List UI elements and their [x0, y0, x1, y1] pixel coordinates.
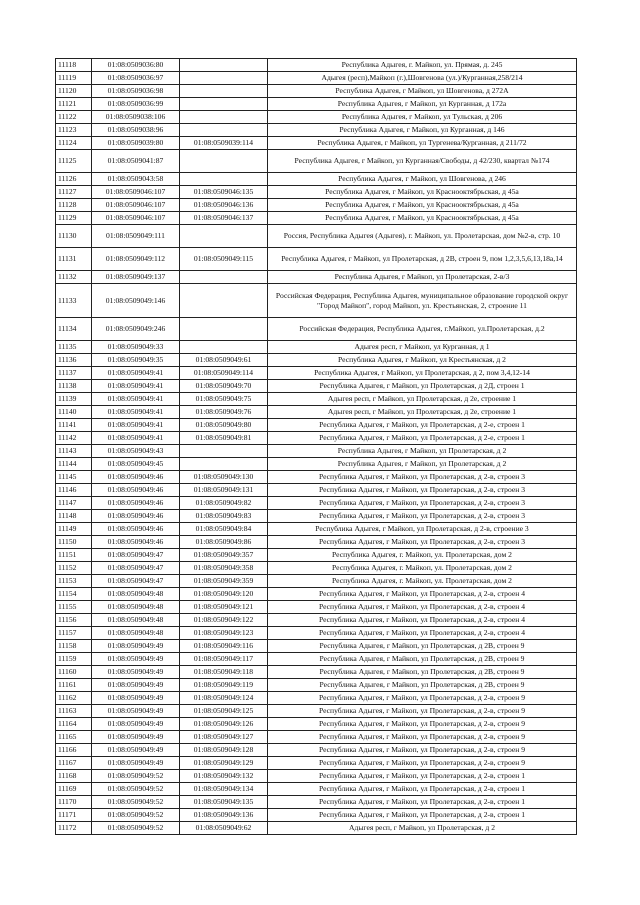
address-cell: Республика Адыгея, г Майкоп, ул Краснооктябрьская, д 45а [268, 186, 577, 199]
object-cadastral-number-cell: 01:08:0509049:76 [180, 406, 268, 419]
cadastral-number-cell: 01:08:0509049:52 [92, 770, 180, 783]
object-cadastral-number-cell: 01:08:0509046:136 [180, 199, 268, 212]
object-cadastral-number-cell: 01:08:0509049:86 [180, 536, 268, 549]
object-cadastral-number-cell: 01:08:0509049:75 [180, 393, 268, 406]
table-row [56, 692, 577, 705]
row-number-cell: 11137 [56, 367, 92, 380]
address-cell: Республика Адыгея, г Майкоп, ул Пролетарская, д 2Д, строен 1 [268, 380, 577, 393]
address-cell: Республика Адыгея, г. Майкоп, ул. Пролетарская, дом 2 [268, 549, 577, 562]
cadastral-number-cell: 01:08:0509038:106 [92, 111, 180, 124]
object-cadastral-number-cell: 01:08:0509049:136 [180, 809, 268, 822]
object-cadastral-number-cell [180, 271, 268, 284]
cadastral-number-cell: 01:08:0509049:47 [92, 575, 180, 588]
table-row [56, 536, 577, 549]
table-row [56, 575, 577, 588]
object-cadastral-number-cell: 01:08:0509049:118 [180, 666, 268, 679]
row-number-cell: 11148 [56, 510, 92, 523]
table-row [56, 770, 577, 783]
table-row [56, 744, 577, 757]
object-cadastral-number-cell [180, 72, 268, 85]
address-cell: Адыгея респ, г Майкоп, ул Курганная, д 1 [268, 341, 577, 354]
table-row [56, 225, 577, 248]
cadastral-number-cell: 01:08:0509049:246 [92, 318, 180, 341]
object-cadastral-number-cell: 01:08:0509049:357 [180, 549, 268, 562]
object-cadastral-number-cell [180, 341, 268, 354]
object-cadastral-number-cell: 01:08:0509049:61 [180, 354, 268, 367]
row-number-cell: 11131 [56, 248, 92, 271]
cadastral-number-cell: 01:08:0509049:137 [92, 271, 180, 284]
table-row [56, 419, 577, 432]
row-number-cell: 11118 [56, 59, 92, 72]
table-row [56, 72, 577, 85]
table-row [56, 284, 577, 318]
cadastral-number-cell: 01:08:0509049:49 [92, 744, 180, 757]
cadastral-number-cell: 01:08:0509049:48 [92, 627, 180, 640]
object-cadastral-number-cell: 01:08:0509049:83 [180, 510, 268, 523]
address-cell: Республика Адыгея, г Майкоп, ул Пролетарская, д 2В, строен 9 [268, 679, 577, 692]
table-row [56, 523, 577, 536]
row-number-cell: 11160 [56, 666, 92, 679]
table-row [56, 367, 577, 380]
object-cadastral-number-cell [180, 173, 268, 186]
object-cadastral-number-cell [180, 59, 268, 72]
address-cell: Республика Адыгея, г Майкоп, ул Пролетарская, 2-в/3 [268, 271, 577, 284]
address-cell: Республика Адыгея, г Майкоп, ул Пролетарская, д 2-в, строен 3 [268, 484, 577, 497]
cadastral-number-cell: 01:08:0509049:49 [92, 679, 180, 692]
object-cadastral-number-cell [180, 150, 268, 173]
cadastral-number-cell: 01:08:0509049:47 [92, 562, 180, 575]
table-row [56, 471, 577, 484]
address-cell: Республика Адыгея, г Майкоп, ул Крестьянская, д 2 [268, 354, 577, 367]
table-row [56, 212, 577, 225]
row-number-cell: 11172 [56, 822, 92, 835]
row-number-cell: 11157 [56, 627, 92, 640]
row-number-cell: 11169 [56, 783, 92, 796]
object-cadastral-number-cell: 01:08:0509049:132 [180, 770, 268, 783]
table-row [56, 484, 577, 497]
table-row [56, 718, 577, 731]
row-number-cell: 11125 [56, 150, 92, 173]
object-cadastral-number-cell: 01:08:0509049:122 [180, 614, 268, 627]
address-cell: Республика Адыгея, г Майкоп, ул Пролетарская, д 2-в, строен 9 [268, 744, 577, 757]
row-number-cell: 11170 [56, 796, 92, 809]
row-number-cell: 11171 [56, 809, 92, 822]
address-cell: Республика Адыгея, г Майкоп, ул Краснооктябрьская, д 45а [268, 199, 577, 212]
address-cell: Республика Адыгея, г Майкоп, ул Краснооктябрьская, д 45а [268, 212, 577, 225]
cadastral-number-cell: 01:08:0509049:45 [92, 458, 180, 471]
object-cadastral-number-cell: 01:08:0509049:81 [180, 432, 268, 445]
table-row [56, 341, 577, 354]
row-number-cell: 11129 [56, 212, 92, 225]
table-row [56, 588, 577, 601]
row-number-cell: 11163 [56, 705, 92, 718]
address-cell: Республика Адыгея, г Майкоп, ул Пролетарская, д 2-в, строен 3 [268, 471, 577, 484]
cadastral-number-cell: 01:08:0509049:48 [92, 588, 180, 601]
object-cadastral-number-cell: 01:08:0509049:114 [180, 367, 268, 380]
table-row [56, 137, 577, 150]
object-cadastral-number-cell [180, 85, 268, 98]
object-cadastral-number-cell: 01:08:0509049:84 [180, 523, 268, 536]
row-number-cell: 11121 [56, 98, 92, 111]
object-cadastral-number-cell: 01:08:0509049:125 [180, 705, 268, 718]
row-number-cell: 11141 [56, 419, 92, 432]
cadastral-number-cell: 01:08:0509049:111 [92, 225, 180, 248]
row-number-cell: 11132 [56, 271, 92, 284]
object-cadastral-number-cell: 01:08:0509049:128 [180, 744, 268, 757]
object-cadastral-number-cell [180, 318, 268, 341]
address-cell: Республика Адыгея, г Майкоп, ул Пролетарская, д 2-е, строен 1 [268, 432, 577, 445]
address-cell: Республика Адыгея, г Майкоп, ул Курганная/Свободы, д 42/230, квартал №174 [268, 150, 577, 173]
row-number-cell: 11149 [56, 523, 92, 536]
cadastral-number-cell: 01:08:0509049:52 [92, 783, 180, 796]
row-number-cell: 11136 [56, 354, 92, 367]
table-row [56, 653, 577, 666]
address-cell: Республика Адыгея, г Майкоп, ул Шовгенова, д 272А [268, 85, 577, 98]
cadastral-number-cell: 01:08:0509046:107 [92, 186, 180, 199]
row-number-cell: 11161 [56, 679, 92, 692]
cadastral-number-cell: 01:08:0509049:41 [92, 406, 180, 419]
address-cell: Республика Адыгея, г Майкоп, ул Пролетарская, д 2-в, строен 3 [268, 510, 577, 523]
cadastral-number-cell: 01:08:0509049:52 [92, 822, 180, 835]
address-cell: Республика Адыгея, г Майкоп, ул Пролетарская, д 2-в, строен 1 [268, 809, 577, 822]
row-number-cell: 11119 [56, 72, 92, 85]
table-row [56, 380, 577, 393]
table-row [56, 458, 577, 471]
registry-table-body [56, 59, 577, 835]
table-row [56, 497, 577, 510]
table-row [56, 432, 577, 445]
address-cell: Адыгея респ, г Майкоп, ул Пролетарская, д 2е, строение 1 [268, 406, 577, 419]
address-cell: Республика Адыгея, г Майкоп, ул Пролетарская, д 2-в, строен 4 [268, 627, 577, 640]
cadastral-number-cell: 01:08:0509046:107 [92, 212, 180, 225]
cadastral-number-cell: 01:08:0509036:98 [92, 85, 180, 98]
row-number-cell: 11130 [56, 225, 92, 248]
row-number-cell: 11144 [56, 458, 92, 471]
registry-table [55, 58, 577, 835]
row-number-cell: 11139 [56, 393, 92, 406]
cadastral-number-cell: 01:08:0509049:52 [92, 796, 180, 809]
cadastral-number-cell: 01:08:0509043:58 [92, 173, 180, 186]
address-cell: Республика Адыгея, г Майкоп, ул Пролетарская, д 2-в, строен 9 [268, 757, 577, 770]
object-cadastral-number-cell: 01:08:0509049:121 [180, 601, 268, 614]
cadastral-number-cell: 01:08:0509049:49 [92, 705, 180, 718]
cadastral-number-cell: 01:08:0509046:107 [92, 199, 180, 212]
address-cell: Республика Адыгея, г Майкоп, ул Пролетарская, д 2-в, строен 1 [268, 783, 577, 796]
row-number-cell: 11168 [56, 770, 92, 783]
address-cell: Республика Адыгея, г Майкоп, ул Пролетарская, д 2-в, строен 4 [268, 601, 577, 614]
address-cell: Республика Адыгея, г. Майкоп, ул. Пролетарская, дом 2 [268, 562, 577, 575]
row-number-cell: 11155 [56, 601, 92, 614]
cadastral-number-cell: 01:08:0509038:96 [92, 124, 180, 137]
cadastral-number-cell: 01:08:0509036:80 [92, 59, 180, 72]
table-row [56, 318, 577, 341]
cadastral-number-cell: 01:08:0509049:49 [92, 731, 180, 744]
table-row [56, 271, 577, 284]
table-row [56, 679, 577, 692]
table-row [56, 85, 577, 98]
address-cell: Республика Адыгея, г Майкоп, ул Тульская, д 206 [268, 111, 577, 124]
row-number-cell: 11135 [56, 341, 92, 354]
cadastral-number-cell: 01:08:0509039:80 [92, 137, 180, 150]
row-number-cell: 11134 [56, 318, 92, 341]
cadastral-number-cell: 01:08:0509049:33 [92, 341, 180, 354]
object-cadastral-number-cell: 01:08:0509049:130 [180, 471, 268, 484]
cadastral-number-cell: 01:08:0509049:49 [92, 718, 180, 731]
table-row [56, 549, 577, 562]
table-row [56, 124, 577, 137]
address-cell: Республика Адыгея, г Майкоп, ул Пролетарская, д 2В, строен 9 [268, 640, 577, 653]
table-row [56, 666, 577, 679]
table-row [56, 614, 577, 627]
row-number-cell: 11151 [56, 549, 92, 562]
object-cadastral-number-cell: 01:08:0509049:129 [180, 757, 268, 770]
object-cadastral-number-cell: 01:08:0509049:70 [180, 380, 268, 393]
row-number-cell: 11140 [56, 406, 92, 419]
table-row [56, 186, 577, 199]
table-row [56, 111, 577, 124]
table-row [56, 796, 577, 809]
cadastral-number-cell: 01:08:0509036:99 [92, 98, 180, 111]
row-number-cell: 11166 [56, 744, 92, 757]
object-cadastral-number-cell: 01:08:0509049:115 [180, 248, 268, 271]
row-number-cell: 11165 [56, 731, 92, 744]
address-cell: Республика Адыгея, г Майкоп, ул Пролетарская, д 2 [268, 445, 577, 458]
object-cadastral-number-cell: 01:08:0509049:120 [180, 588, 268, 601]
table-row [56, 406, 577, 419]
address-cell: Республика Адыгея, г Майкоп, ул Пролетарская, д 2-в, строен 9 [268, 731, 577, 744]
object-cadastral-number-cell: 01:08:0509049:116 [180, 640, 268, 653]
row-number-cell: 11127 [56, 186, 92, 199]
address-cell: Республика Адыгея, г Майкоп, ул Курганная, д 172а [268, 98, 577, 111]
table-row [56, 627, 577, 640]
cadastral-number-cell: 01:08:0509049:112 [92, 248, 180, 271]
object-cadastral-number-cell: 01:08:0509049:134 [180, 783, 268, 796]
row-number-cell: 11120 [56, 85, 92, 98]
table-row [56, 199, 577, 212]
object-cadastral-number-cell: 01:08:0509046:137 [180, 212, 268, 225]
object-cadastral-number-cell: 01:08:0509049:80 [180, 419, 268, 432]
address-cell: Республика Адыгея, г Майкоп, ул Пролетарская, д 2В, строен 9 [268, 666, 577, 679]
table-row [56, 731, 577, 744]
row-number-cell: 11126 [56, 173, 92, 186]
address-cell: Республика Адыгея, г Майкоп, ул Пролетарская, д 2-в, строение 3 [268, 523, 577, 536]
cadastral-number-cell: 01:08:0509049:48 [92, 614, 180, 627]
cadastral-number-cell: 01:08:0509041:87 [92, 150, 180, 173]
address-cell: Адыгея респ, г Майкоп, ул Пролетарская, д 2 [268, 822, 577, 835]
cadastral-number-cell: 01:08:0509049:49 [92, 640, 180, 653]
address-cell: Республика Адыгея, г Майкоп, ул Шовгенова, д 246 [268, 173, 577, 186]
address-cell: Республика Адыгея, г Майкоп, ул Пролетарская, д 2, пом 3,4,12-14 [268, 367, 577, 380]
table-row [56, 59, 577, 72]
object-cadastral-number-cell: 01:08:0509039:114 [180, 137, 268, 150]
row-number-cell: 11152 [56, 562, 92, 575]
cadastral-number-cell: 01:08:0509049:46 [92, 484, 180, 497]
address-cell: Республика Адыгея, г Майкоп, ул Тургенева/Курганная, д 211/72 [268, 137, 577, 150]
cadastral-number-cell: 01:08:0509049:35 [92, 354, 180, 367]
cadastral-number-cell: 01:08:0509049:46 [92, 523, 180, 536]
cadastral-number-cell: 01:08:0509049:52 [92, 809, 180, 822]
address-cell: Российская Федерация, Республика Адыгея, муниципальное образование городской округ "Город Майкоп", город Майкоп, ул. Крестьянская, 2, строение 11 [268, 284, 577, 318]
cadastral-number-cell: 01:08:0509049:41 [92, 393, 180, 406]
table-row [56, 783, 577, 796]
object-cadastral-number-cell: 01:08:0509049:135 [180, 796, 268, 809]
object-cadastral-number-cell: 01:08:0509049:123 [180, 627, 268, 640]
row-number-cell: 11142 [56, 432, 92, 445]
cadastral-number-cell: 01:08:0509049:46 [92, 536, 180, 549]
cadastral-number-cell: 01:08:0509049:41 [92, 419, 180, 432]
row-number-cell: 11138 [56, 380, 92, 393]
table-row [56, 822, 577, 835]
object-cadastral-number-cell [180, 284, 268, 318]
cadastral-number-cell: 01:08:0509049:47 [92, 549, 180, 562]
row-number-cell: 11167 [56, 757, 92, 770]
address-cell: Республика Адыгея, г Майкоп, ул Пролетарская, д 2-в, строен 9 [268, 705, 577, 718]
address-cell: Республика Адыгея, г Майкоп, ул Пролетарская, д 2-в, строен 1 [268, 796, 577, 809]
cadastral-number-cell: 01:08:0509049:49 [92, 757, 180, 770]
cadastral-number-cell: 01:08:0509049:49 [92, 653, 180, 666]
table-row [56, 445, 577, 458]
address-cell: Республика Адыгея, г Майкоп, ул Пролетарская, д 2-в, строен 1 [268, 770, 577, 783]
object-cadastral-number-cell [180, 98, 268, 111]
row-number-cell: 11146 [56, 484, 92, 497]
address-cell: Республика Адыгея, г Майкоп, ул Пролетарская, д 2-в, строен 3 [268, 536, 577, 549]
address-cell: Республика Адыгея, г. Майкоп, ул. Пролетарская, дом 2 [268, 575, 577, 588]
address-cell: Российская Федерация, Республика Адыгея, г.Майкоп, ул.Пролетарская, д.2 [268, 318, 577, 341]
row-number-cell: 11150 [56, 536, 92, 549]
table-row [56, 809, 577, 822]
address-cell: Россия, Республика Адыгея (Адыгея), г. Майкоп, ул. Пролетарская, дом №2-в, стр. 10 [268, 225, 577, 248]
row-number-cell: 11162 [56, 692, 92, 705]
address-cell: Республика Адыгея, г Майкоп, ул Пролетарская, д 2В, строен 9, пом 1,2,3,5,6,13,18а,14 [268, 248, 577, 271]
row-number-cell: 11154 [56, 588, 92, 601]
row-number-cell: 11143 [56, 445, 92, 458]
address-cell: Республика Адыгея, г Майкоп, ул Пролетарская, д 2-в, строен 4 [268, 588, 577, 601]
address-cell: Адыгея респ, г Майкоп, ул Пролетарская, д 2е, строение 1 [268, 393, 577, 406]
address-cell: Адыгея (респ),Майкоп (г.),Шовгенова (ул.)/Курганная,258/214 [268, 72, 577, 85]
cadastral-number-cell: 01:08:0509049:41 [92, 380, 180, 393]
row-number-cell: 11122 [56, 111, 92, 124]
cadastral-number-cell: 01:08:0509049:46 [92, 471, 180, 484]
table-row [56, 510, 577, 523]
object-cadastral-number-cell [180, 111, 268, 124]
cadastral-number-cell: 01:08:0509049:49 [92, 692, 180, 705]
row-number-cell: 11133 [56, 284, 92, 318]
table-row [56, 150, 577, 173]
cadastral-number-cell: 01:08:0509036:97 [92, 72, 180, 85]
object-cadastral-number-cell [180, 124, 268, 137]
object-cadastral-number-cell: 01:08:0509049:131 [180, 484, 268, 497]
object-cadastral-number-cell: 01:08:0509049:117 [180, 653, 268, 666]
cadastral-number-cell: 01:08:0509049:46 [92, 510, 180, 523]
object-cadastral-number-cell: 01:08:0509049:82 [180, 497, 268, 510]
cadastral-number-cell: 01:08:0509049:41 [92, 432, 180, 445]
object-cadastral-number-cell: 01:08:0509049:359 [180, 575, 268, 588]
table-row [56, 601, 577, 614]
row-number-cell: 11124 [56, 137, 92, 150]
document-page [55, 58, 576, 835]
address-cell: Республика Адыгея, г. Майкоп, ул. Прямая, д. 245 [268, 59, 577, 72]
address-cell: Республика Адыгея, г Майкоп, ул Пролетарская, д 2-в, строен 9 [268, 692, 577, 705]
object-cadastral-number-cell: 01:08:0509049:358 [180, 562, 268, 575]
object-cadastral-number-cell: 01:08:0509049:119 [180, 679, 268, 692]
cadastral-number-cell: 01:08:0509049:49 [92, 666, 180, 679]
row-number-cell: 11147 [56, 497, 92, 510]
table-row [56, 393, 577, 406]
object-cadastral-number-cell [180, 458, 268, 471]
table-row [56, 562, 577, 575]
object-cadastral-number-cell [180, 225, 268, 248]
table-row [56, 98, 577, 111]
address-cell: Республика Адыгея, г Майкоп, ул Курганная, д 146 [268, 124, 577, 137]
row-number-cell: 11164 [56, 718, 92, 731]
address-cell: Республика Адыгея, г Майкоп, ул Пролетарская, д 2 [268, 458, 577, 471]
table-row [56, 173, 577, 186]
table-row [56, 640, 577, 653]
object-cadastral-number-cell: 01:08:0509049:127 [180, 731, 268, 744]
row-number-cell: 11158 [56, 640, 92, 653]
cadastral-number-cell: 01:08:0509049:43 [92, 445, 180, 458]
object-cadastral-number-cell: 01:08:0509049:62 [180, 822, 268, 835]
cadastral-number-cell: 01:08:0509049:46 [92, 497, 180, 510]
address-cell: Республика Адыгея, г Майкоп, ул Пролетарская, д 2-в, строен 9 [268, 718, 577, 731]
row-number-cell: 11153 [56, 575, 92, 588]
object-cadastral-number-cell: 01:08:0509049:124 [180, 692, 268, 705]
cadastral-number-cell: 01:08:0509049:48 [92, 601, 180, 614]
cadastral-number-cell: 01:08:0509049:146 [92, 284, 180, 318]
address-cell: Республика Адыгея, г Майкоп, ул Пролетарская, д 2-в, строен 4 [268, 614, 577, 627]
table-row [56, 757, 577, 770]
cadastral-number-cell: 01:08:0509049:41 [92, 367, 180, 380]
object-cadastral-number-cell: 01:08:0509046:135 [180, 186, 268, 199]
address-cell: Республика Адыгея, г Майкоп, ул Пролетарская, д 2-в, строен 3 [268, 497, 577, 510]
row-number-cell: 11145 [56, 471, 92, 484]
object-cadastral-number-cell: 01:08:0509049:126 [180, 718, 268, 731]
address-cell: Республика Адыгея, г Майкоп, ул Пролетарская, д 2В, строен 9 [268, 653, 577, 666]
table-row [56, 354, 577, 367]
row-number-cell: 11156 [56, 614, 92, 627]
row-number-cell: 11123 [56, 124, 92, 137]
address-cell: Республика Адыгея, г Майкоп, ул Пролетарская, д 2-е, строен 1 [268, 419, 577, 432]
row-number-cell: 11128 [56, 199, 92, 212]
table-row [56, 705, 577, 718]
row-number-cell: 11159 [56, 653, 92, 666]
object-cadastral-number-cell [180, 445, 268, 458]
table-row [56, 248, 577, 271]
